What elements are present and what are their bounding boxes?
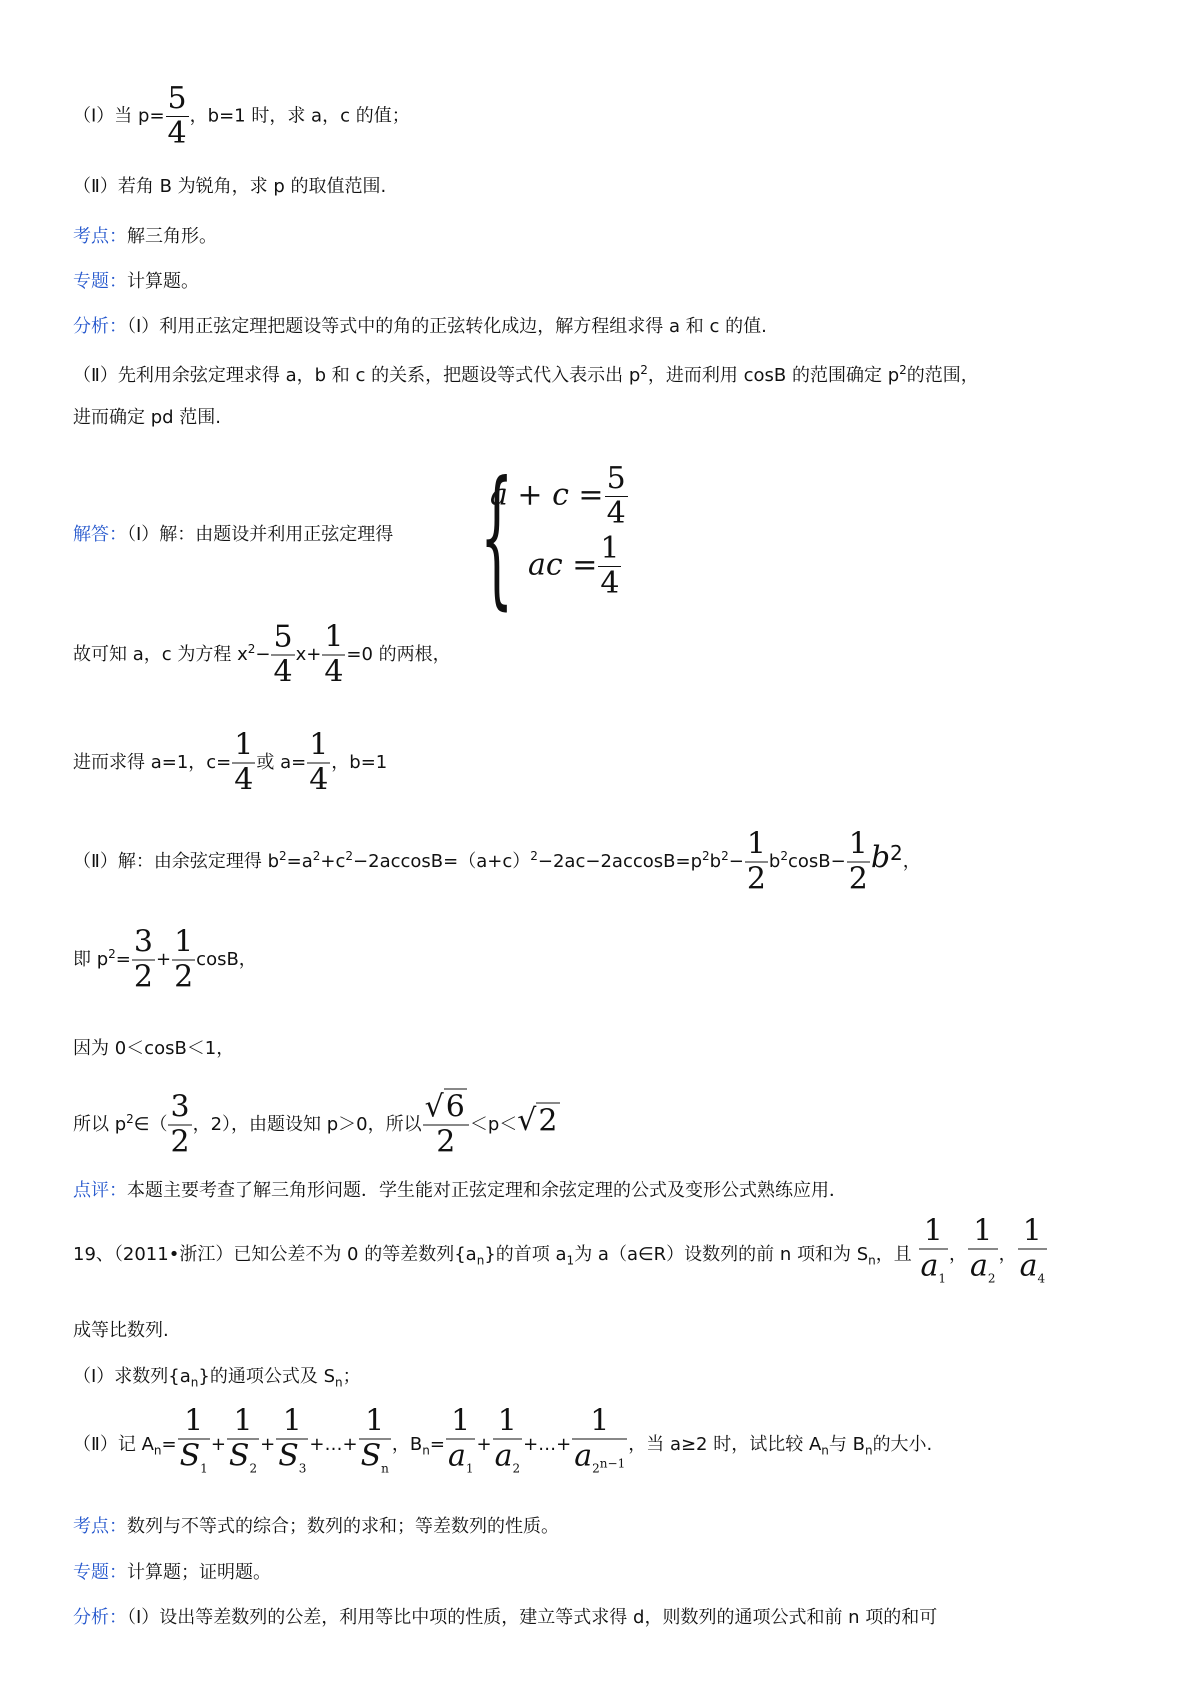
- q18-kaodian: 考点：解三角形。: [73, 226, 217, 247]
- q18-cosrange-line: 因为 0＜cosB＜1，: [73, 1038, 235, 1059]
- q18-cosine-line: （Ⅱ）解：由余弦定理得 $b^2=a^2+c^2-2accosB=(a+c)^2-2ac-2accosB=p^2b^2-$ $\frac{1}{2}$ $b^2\cos B-$ $\frac{1}{2}$ $b^2$，: [73, 826, 921, 897]
- q18-fenxi: 分析：（Ⅰ）利用正弦定理把题设等式中的角的正弦转化成边，解方程组求得 a 和 c 的值.: [73, 316, 767, 337]
- q18-part1: （Ⅰ）当 p= $\frac{5}{4}$ ，b=1 时，求 a，c 的值；: [73, 81, 410, 151]
- q18-range-line: 所以 $p^2\in$（ $\frac{3}{2}$ ，2），由题设知 p＞0，所以 $\frac{√6}{2}$ ＜p＜√2: [73, 1089, 558, 1160]
- q19-stem: 19、（2011•浙江）已知公差不为 0 的等差数列$\{a_n\}$的首项 $a_1$为 a（a∈R）设数列的前 n 项和为 $S_n$，且 $\frac{1}{a_1}$ ， $\frac{1}{a_2}$ ， $\frac{1}{a_4}$: [73, 1213, 1046, 1286]
- q18-jieda: 解答：（Ⅰ）解：由题设并利用正弦定理得: [73, 524, 394, 545]
- q19-part1: （Ⅰ）求数列$\{a_n\}$的通项公式及 $S_n$；: [73, 1366, 361, 1390]
- equation-1: a + c = $\frac{5}{4}$: [490, 461, 626, 531]
- q19-fenxi: 分析：（Ⅰ）设出等差数列的公差，利用等比中项的性质，建立等式求得 d，则数列的通项公式和前 n 项的和可: [73, 1607, 938, 1628]
- q19-zhuanti: 专题：计算题；证明题。: [73, 1562, 271, 1583]
- q18-fenxi-2: （Ⅱ）先利用余弦定理求得 a，b 和 c 的关系，把题设等式代入表示出 $p^2$，进而利用 cosB 的范围确定 $p^2$的范围，: [73, 363, 979, 386]
- equation-system: [480, 450, 660, 624]
- q18-part2: （Ⅱ）若角 B 为锐角，求 p 的取值范围.: [73, 176, 387, 197]
- q18-solution-line: 进而求得 a=1，c= $\frac{1}{4}$ 或 a= $\frac{1}{4}$ ，b=1: [73, 727, 388, 798]
- q19-part2: （Ⅱ）记 $A_n=$ $\frac{1}{S_1}$ + $\frac{1}{S_2}$ + $\frac{1}{S_3}$ +…+ $\frac{1}{S_n}$ ，$B_n=$ $\frac{1}{a_1}$ + $\frac{1}{a_2}$ +…+ $\frac{1}{a_{2^{n-1}}}$ ，当 a≥2 时，试比较 $A_n$与 $B_n$的大小.: [73, 1403, 933, 1476]
- q18-p2-line: 即 $p^2=$ $\frac{3}{2}$ + $\frac{1}{2}$ cosB，: [73, 924, 257, 995]
- q19-kaodian: 考点：数列与不等式的综合；数列的求和；等差数列的性质。: [73, 1516, 559, 1537]
- q18-dianping: 点评：本题主要考查了解三角形问题．学生能对正弦定理和余弦定理的公式及变形公式熟练应用．: [73, 1180, 847, 1201]
- equation-2: ac = $\frac{1}{4}$: [528, 531, 620, 601]
- q19-stem-2: 成等比数列.: [73, 1320, 169, 1341]
- q18-zhuanti: 专题：计算题。: [73, 271, 199, 292]
- brace: {: [480, 450, 514, 624]
- q18-roots-line: 故可知 a，c 为方程 $x^2-$ $\frac{5}{4}$ x+ $\frac{1}{4}$ =0 的两根，: [73, 619, 451, 690]
- fraction: $\frac{5}{4}$: [167, 81, 187, 151]
- q18-fenxi-3: 进而确定 pd 范围.: [73, 407, 222, 428]
